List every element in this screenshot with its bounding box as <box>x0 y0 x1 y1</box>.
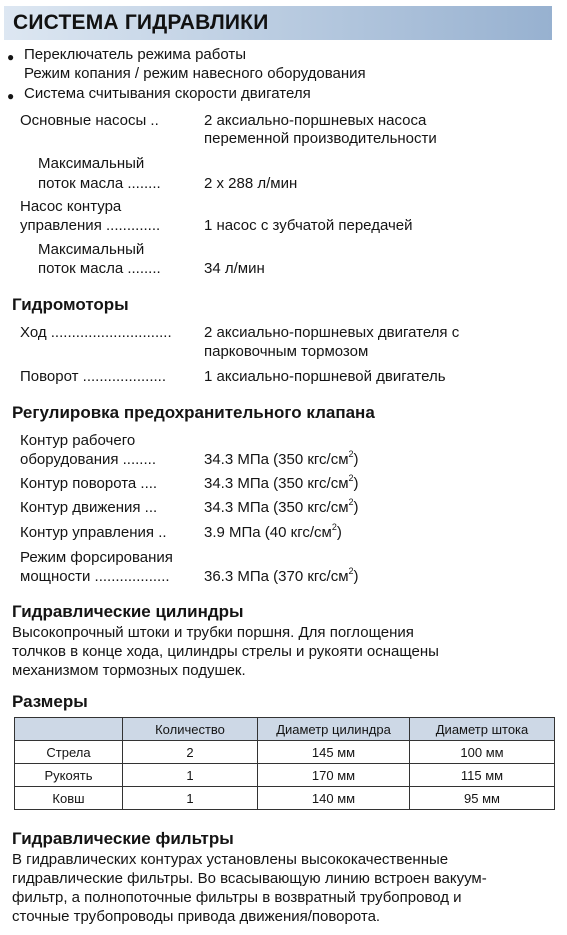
table-cell: 170 мм <box>258 764 410 787</box>
page-title: СИСТЕМА ГИДРАВЛИКИ <box>13 11 269 34</box>
table-cell: 140 мм <box>258 787 410 810</box>
relief-heading: Регулировка предохранительного клапана <box>12 403 375 422</box>
relief-row-3-label: Контур движения ... <box>20 499 158 516</box>
table-cell: 115 мм <box>410 764 555 787</box>
bullet-icon: ● <box>7 89 15 103</box>
main-flow-label-2: поток масла ........ <box>38 175 161 192</box>
table-row <box>15 764 555 787</box>
relief-row-4-label: Контур управления .. <box>20 524 167 541</box>
main-flow-value: 2 х 288 л/мин <box>204 175 298 192</box>
pilot-flow-label-1: Максимальный <box>38 241 145 258</box>
swing-value: 1 аксиально-поршневой двигатель <box>204 368 446 385</box>
table-header-row <box>15 718 555 741</box>
travel-value-2: парковочным тормозом <box>204 343 369 360</box>
main-pumps-label: Основные насосы .. <box>20 112 159 129</box>
table-cell: 145 мм <box>258 741 410 764</box>
table-cell: 100 мм <box>410 741 555 764</box>
table-cell: 1 <box>123 787 258 810</box>
relief-row-5-label-1: Режим форсирования <box>20 549 173 566</box>
table-cell: Стрела <box>15 741 123 764</box>
swing-label: Поворот .................... <box>20 368 167 385</box>
table-header-cell: Количество <box>123 718 258 741</box>
relief-row-2-label: Контур поворота .... <box>20 475 158 492</box>
dimensions-heading: Размеры <box>12 692 88 711</box>
motors-heading: Гидромоторы <box>12 295 129 314</box>
dimensions-table <box>14 717 555 810</box>
main-pumps-value-1: 2 аксиально-поршневых насоса <box>204 112 427 129</box>
pilot-pump-label-1: Насос контура <box>20 198 122 215</box>
pilot-flow-value: 34 л/мин <box>204 260 265 277</box>
table-header-cell <box>15 718 123 741</box>
pilot-flow-label-2: поток масла ........ <box>38 260 161 277</box>
table-row <box>15 787 555 810</box>
filters-line-1: В гидравлических контурах установлены высококачественные <box>12 851 449 868</box>
table-cell: Рукоять <box>15 764 123 787</box>
table-cell: 95 мм <box>410 787 555 810</box>
bullet-icon: ● <box>7 50 15 64</box>
main-pumps-value-2: переменной производительности <box>204 130 437 147</box>
relief-row-1-label-1: Контур рабочего <box>20 432 136 449</box>
table-cell: 2 <box>123 741 258 764</box>
table-header-cell: Диаметр штока <box>410 718 555 741</box>
cylinders-line-3: механизмом тормозных подушек. <box>12 662 246 679</box>
main-flow-label-1: Максимальный <box>38 155 145 172</box>
pilot-pump-label-2: управления ............. <box>20 217 161 234</box>
relief-row-1-label-2: оборудования ........ <box>20 451 156 468</box>
filters-line-4: сточные трубопроводы привода движения/поворота. <box>12 908 381 925</box>
filters-line-2: гидравлические фильтры. Во всасывающую линию встроен вакуум- <box>12 870 487 887</box>
filters-heading: Гидравлические фильтры <box>12 829 234 848</box>
filters-line-3: фильтр, а полнопоточные фильтры в возвратный трубопровод и <box>12 889 462 906</box>
bullet-1-line-1: Переключатель режима работы <box>24 46 247 63</box>
travel-label: Ход ............................. <box>20 324 172 341</box>
relief-row-2-value: 34.3 МПа (350 кгс/$см^2$) <box>204 473 359 492</box>
table-row <box>15 741 555 764</box>
cylinders-line-1: Высокопрочный штоки и трубки поршня. Для поглощения <box>12 624 414 641</box>
pilot-pump-value: 1 насос с зубчатой передачей <box>204 217 413 234</box>
table-cell: 1 <box>123 764 258 787</box>
bullet-2-line-1: Система считывания скорости двигателя <box>24 85 311 102</box>
relief-row-5-label-2: мощности .................. <box>20 568 170 585</box>
relief-row-5-value: 36.3 МПа (370 кгс/$см^2$) <box>204 566 359 585</box>
travel-value-1: 2 аксиально-поршневых двигателя с <box>204 324 460 341</box>
relief-row-3-value: 34.3 МПа (350 кгс/$см^2$) <box>204 497 359 516</box>
relief-row-1-value: 34.3 МПа (350 кгс/$см^2$) <box>204 449 359 468</box>
cylinders-heading: Гидравлические цилиндры <box>12 602 244 621</box>
relief-row-4-value: 3.9 МПа (40 кгс/$см^2$) <box>204 522 342 541</box>
cylinders-line-2: толчков в конце хода, цилиндры стрелы и рукояти оснащены <box>12 643 439 660</box>
table-cell: Ковш <box>15 787 123 810</box>
bullet-1-line-2: Режим копания / режим навесного оборудования <box>24 65 366 82</box>
table-header-cell: Диаметр цилиндра <box>258 718 410 741</box>
